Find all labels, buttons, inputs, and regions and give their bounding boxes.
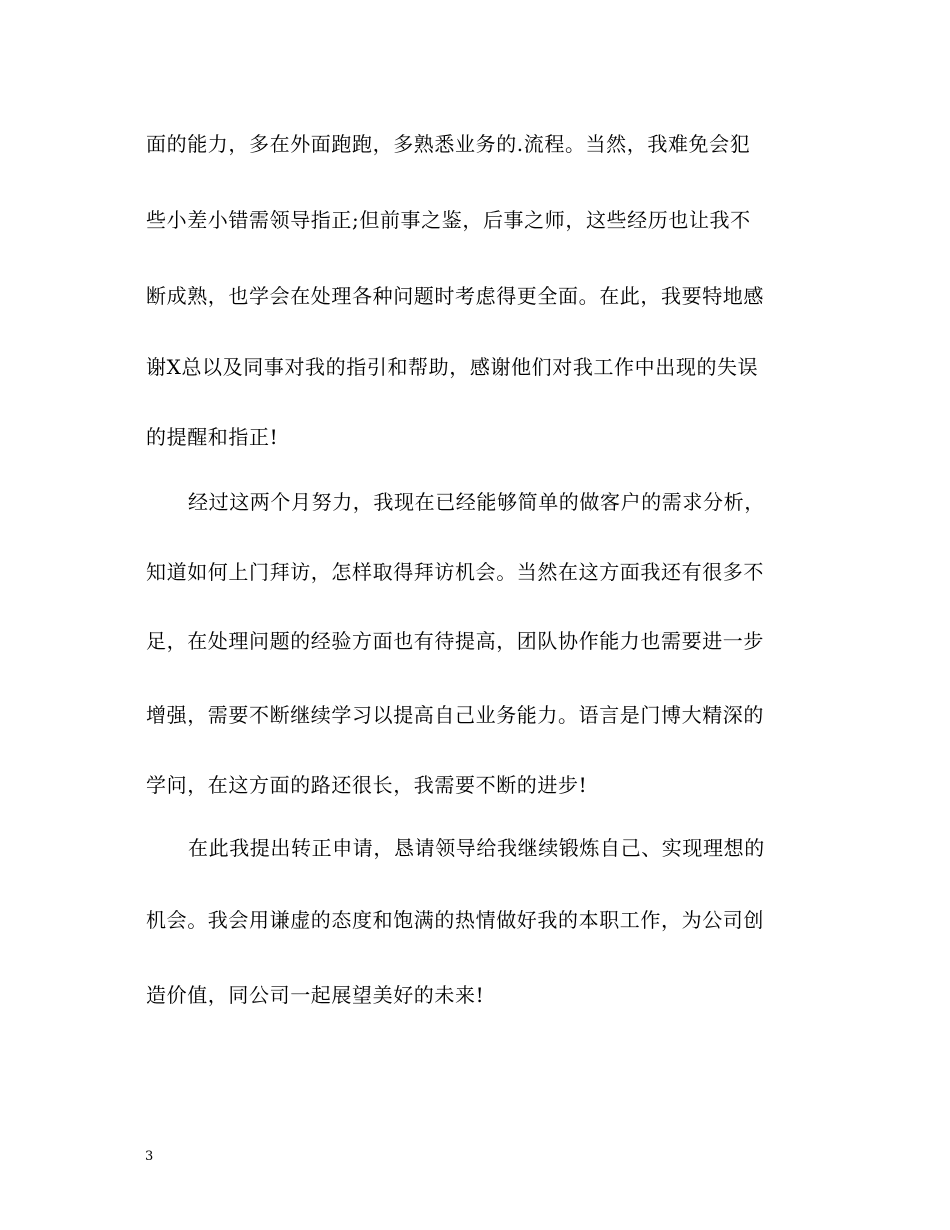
body-text-line: 知道如何上门拜访，怎样取得拜访机会。当然在这方面我还有很多不 [146,560,764,584]
paragraph-first-line: 在此我提出转正申请，恳请领导给我继续锻炼自己、实现理想的 [188,836,765,860]
paragraph-first-line: 经过这两个月努力，我现在已经能够简单的做客户的需求分析， [188,490,765,514]
body-text-line: 断成熟，也学会在处理各种问题时考虑得更全面。在此，我要特地感 [146,284,764,308]
body-text-line: 增强，需要不断继续学习以提高自己业务能力。语言是门博大精深的 [146,703,764,727]
body-text-line: 学问，在这方面的路还很长，我需要不断的进步! [146,773,588,797]
body-text-line: 造价值，同公司一起展望美好的未来! [146,983,485,1007]
body-text-line: 足，在处理问题的经验方面也有待提高，团队协作能力也需要进一步 [146,629,764,653]
body-text-line: 机会。我会用谦虚的态度和饱满的热情做好我的本职工作，为公司创 [146,908,764,932]
body-text-line: 的提醒和指正! [146,425,279,449]
body-text-line: 面的能力，多在外面跑跑，多熟悉业务的.流程。当然，我难免会犯 [146,132,751,156]
body-text-line: 谢X总以及同事对我的指引和帮助，感谢他们对我工作中出现的失误 [146,355,759,379]
page-number: 3 [145,1149,154,1164]
body-text-line: 些小差小错需领导指正;但前事之鉴，后事之师，这些经历也让我不 [146,208,751,232]
